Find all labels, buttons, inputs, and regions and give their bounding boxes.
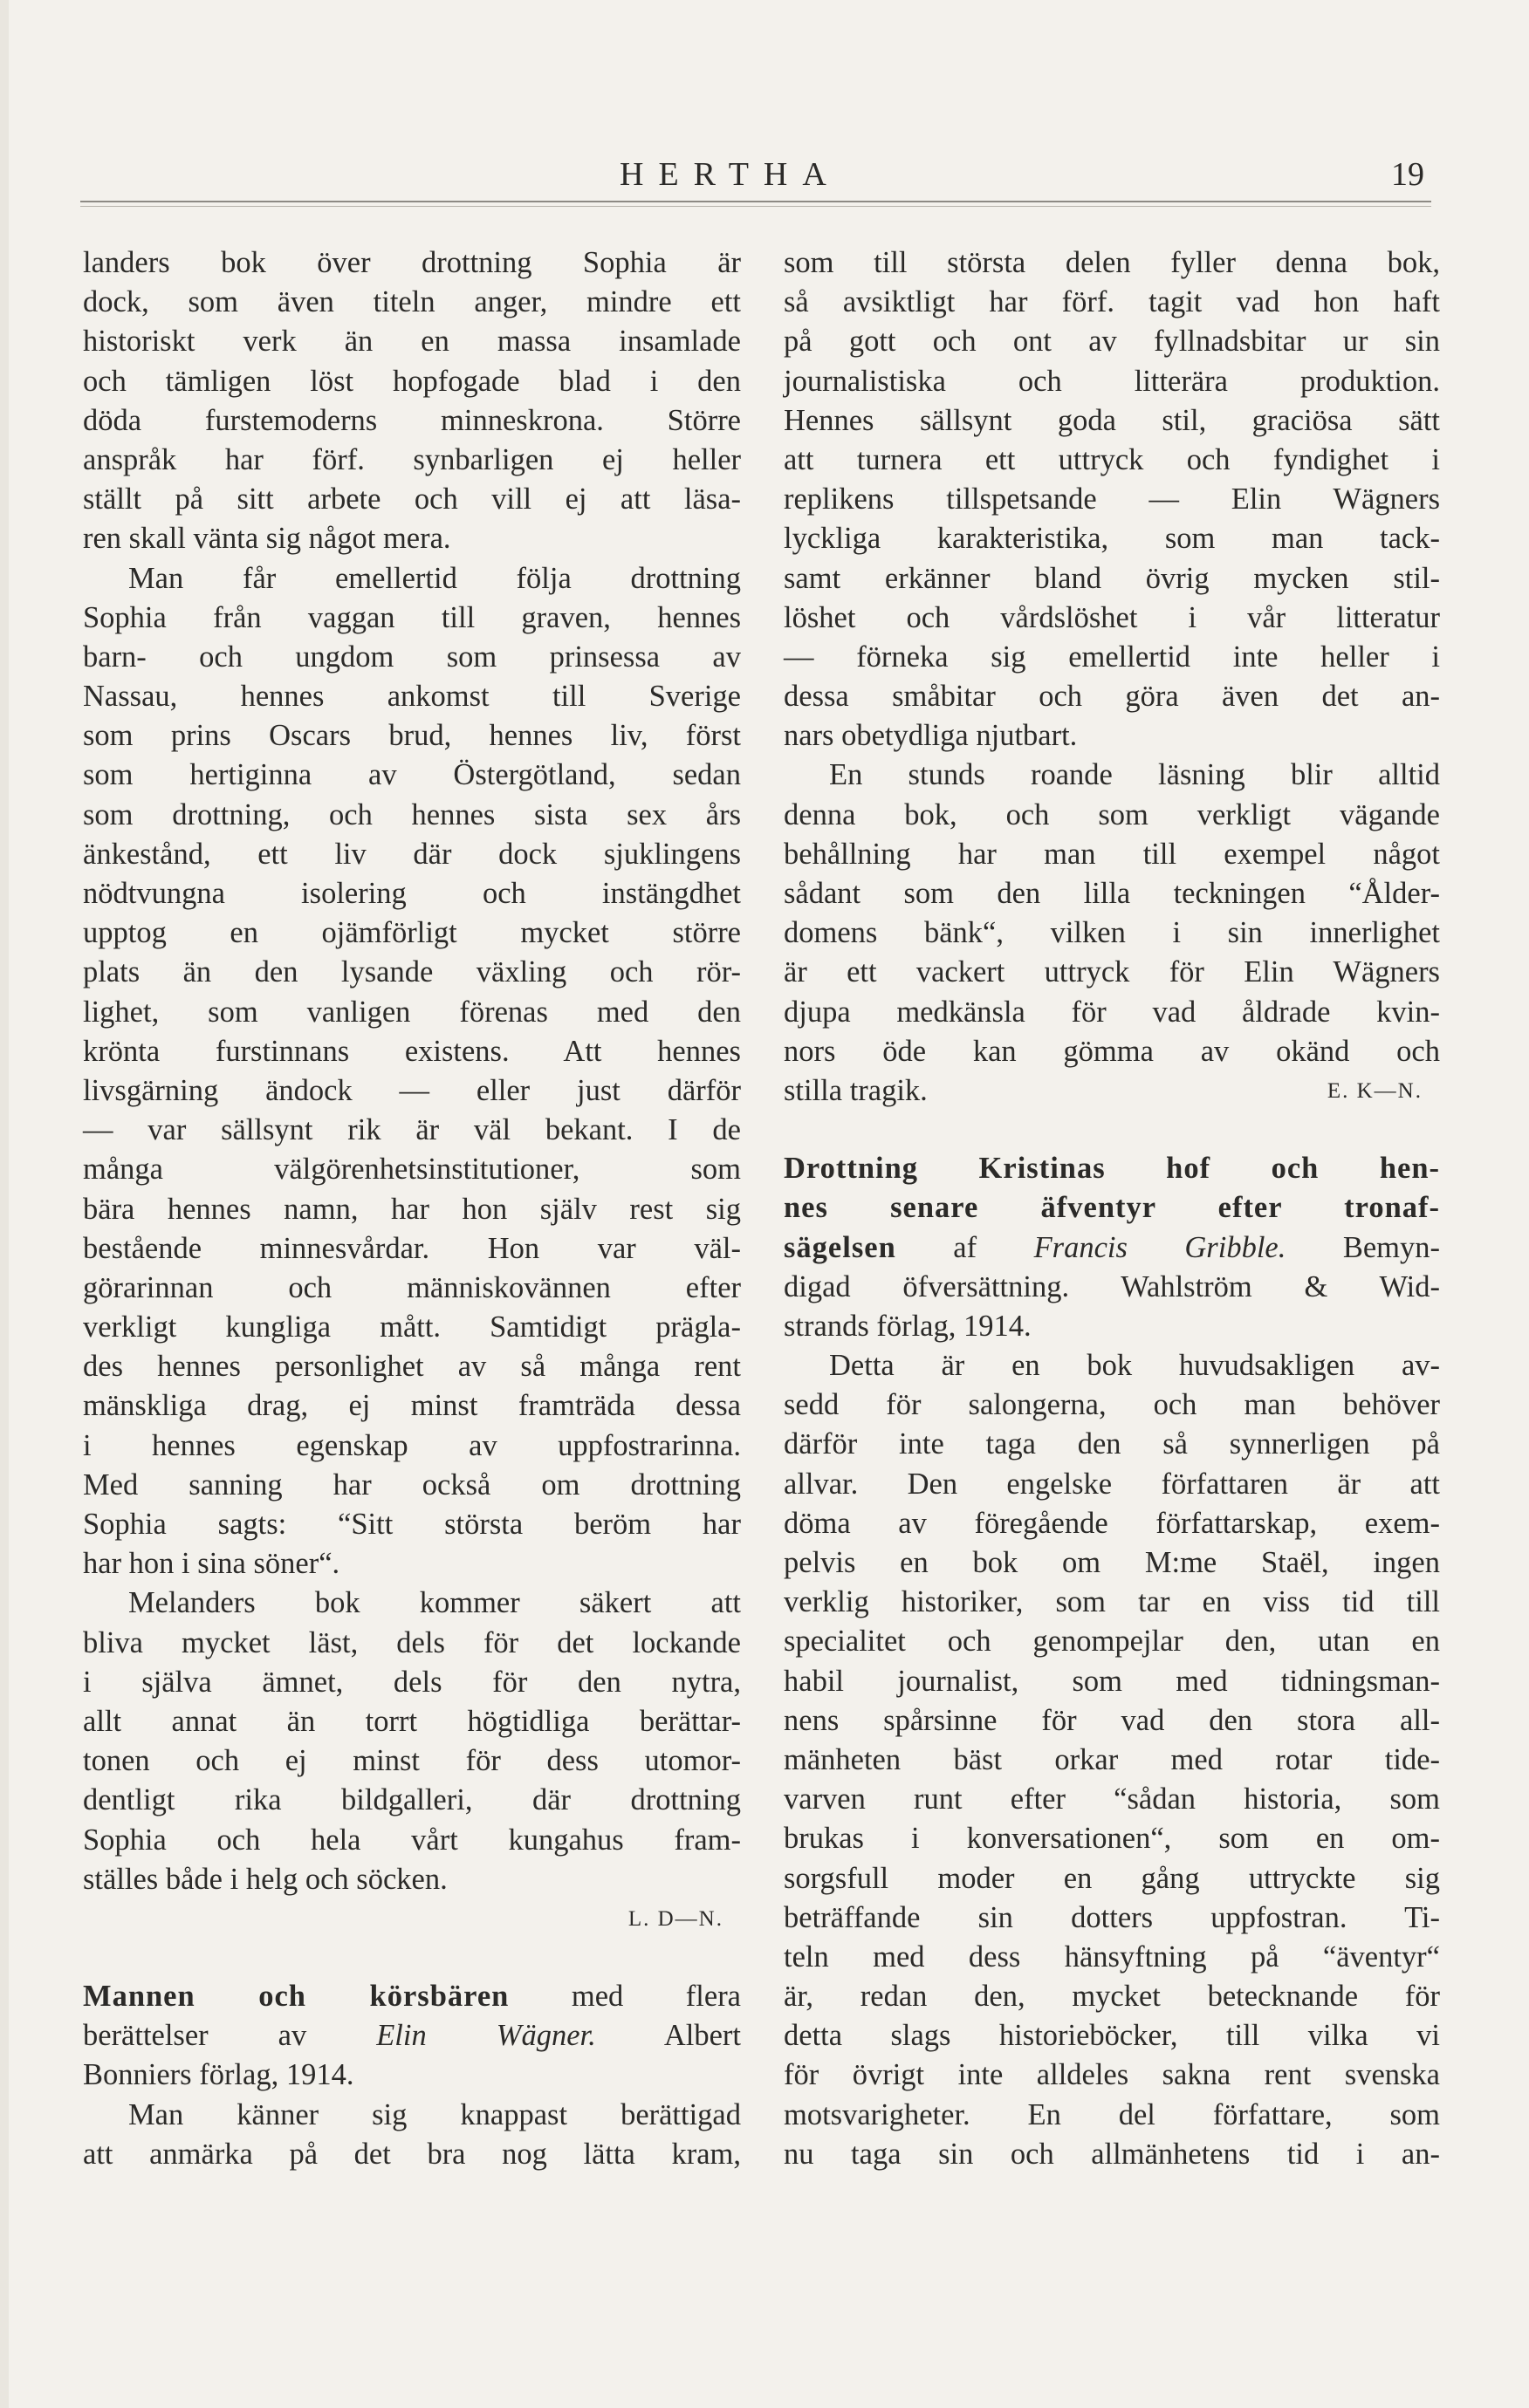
text-line: är, redan den, mycket betecknande för bbox=[784, 1980, 1440, 2014]
text-line: anspråk har förf. synbarligen ej heller bbox=[83, 442, 741, 476]
text-line: därför inte taga den så synnerligen på bbox=[784, 1427, 1440, 1461]
text-line: bära hennes namn, har hon själv rest sig bbox=[83, 1192, 741, 1226]
book-title: nes senare äfventyr efter tronaf- bbox=[784, 1191, 1440, 1225]
text-line: lighet, som vanligen förenas med den bbox=[83, 995, 741, 1029]
paragraph bbox=[784, 756, 1440, 1111]
book-title: Mannen och körsbären bbox=[83, 1980, 510, 2014]
book-title: sägelsen bbox=[784, 1230, 896, 1264]
review-title-line bbox=[83, 1977, 741, 2016]
text-line: är ett vackert uttryck för Elin Wägners bbox=[784, 955, 1440, 989]
text-line: denna bok, och som verkligt vägande bbox=[784, 797, 1440, 831]
text-line: döda furstemoderns minneskrona. Större bbox=[83, 403, 741, 437]
title-text: af bbox=[895, 1230, 1034, 1264]
review-title-line bbox=[784, 1149, 1440, 1188]
text-line: nens spårsinne för vad den stora all- bbox=[784, 1703, 1440, 1737]
running-header bbox=[79, 155, 1433, 199]
title-text: Albert bbox=[595, 2019, 741, 2053]
publisher-line: digad öfversättning. Wahlström & Wid- bbox=[784, 1269, 1440, 1303]
text-line: verkligt kungliga mått. Samtidigt prägla- bbox=[83, 1310, 741, 1344]
text-line: dock, som även titeln anger, mindre ett bbox=[83, 285, 741, 319]
text-line: många välgörenhetsinstitutioner, som bbox=[83, 1153, 741, 1187]
review-title-line bbox=[784, 1188, 1440, 1228]
text-line: Sophia från vaggan till graven, hennes bbox=[83, 600, 741, 634]
text-line: sådant som den lilla teckningen “Ålder- bbox=[784, 877, 1440, 910]
text-line: dessa småbitar och göra även det an- bbox=[784, 680, 1440, 714]
text-line: brukas i konversationen“, som en om- bbox=[784, 1822, 1440, 1856]
page-edge bbox=[0, 0, 9, 2408]
text-line: Sophia sagts: “Sitt största beröm har bbox=[83, 1508, 741, 1541]
text-line: löshet och vårdslöshet i vår litteratur bbox=[784, 600, 1440, 634]
right-column bbox=[784, 243, 1440, 2174]
page-number: 19 bbox=[1391, 156, 1424, 193]
review-title-line bbox=[784, 1228, 1440, 1268]
reviewer-signature: E. K—N. bbox=[1327, 1078, 1423, 1103]
review-heading bbox=[83, 1977, 741, 2096]
text-line: habil journalist, som med tidningsman- bbox=[784, 1664, 1440, 1698]
paragraph bbox=[83, 559, 741, 1584]
text-line: allvar. Den engelske författaren är att bbox=[784, 1467, 1440, 1501]
publisher-line: Bonniers förlag, 1914. bbox=[83, 2058, 354, 2092]
text-line: allt annat än torrt högtidliga berättar- bbox=[83, 1704, 741, 1738]
text-line: Nassau, hennes ankomst till Sverige bbox=[83, 680, 741, 714]
text-line: journalistiska och litterära produktion. bbox=[784, 364, 1440, 398]
text-line: upptog en ojämförligt mycket större bbox=[83, 916, 741, 950]
text-line: sorgsfull moder en gång uttryckte sig bbox=[784, 1861, 1440, 1895]
paragraph bbox=[83, 1584, 741, 1899]
text-line: landers bok över drottning Sophia är bbox=[83, 246, 741, 279]
section-gap bbox=[784, 1111, 1440, 1149]
text-line: Detta är en bok huvudsakligen av- bbox=[829, 1349, 1440, 1383]
text-line: samt erkänner bland övrig mycken stil- bbox=[784, 561, 1440, 595]
text-line: motsvarigheter. En del författare, som bbox=[784, 2097, 1440, 2131]
text-line: barn- och ungdom som prinsessa av bbox=[83, 640, 741, 674]
text-line: livsgärning ändock — eller just därför bbox=[83, 1073, 741, 1107]
book-author: Elin Wägner. bbox=[376, 2019, 596, 2053]
text-line: domens bänk“, vilken i sin innerlighet bbox=[784, 916, 1440, 950]
text-line: så avsiktligt har förf. tagit vad hon haft bbox=[784, 285, 1440, 319]
text-line: nu taga sin och allmänhetens tid i an- bbox=[784, 2137, 1440, 2171]
text-line: stilla tragik. bbox=[784, 1073, 928, 1107]
text-line: som drottning, och hennes sista sex års bbox=[83, 797, 741, 831]
text-line: lyckliga karakteristika, som man tack- bbox=[784, 522, 1440, 556]
text-line: replikens tillspetsande — Elin Wägners bbox=[784, 482, 1440, 516]
book-title: Drottning Kristinas hof och hen- bbox=[784, 1152, 1440, 1186]
text-line: i själva ämnet, dels för den nytra, bbox=[83, 1665, 741, 1699]
publisher-line: strands förlag, 1914. bbox=[784, 1309, 1032, 1343]
title-text: Bemyn- bbox=[1286, 1230, 1440, 1264]
reviewer-signature: L. D—N. bbox=[627, 1906, 723, 1931]
text-line: sedd för salongerna, och man behöver bbox=[784, 1388, 1440, 1422]
left-column bbox=[83, 243, 741, 2174]
text-line: Melanders bok kommer säkert att bbox=[128, 1586, 741, 1620]
text-line: historiskt verk än en massa insamlade bbox=[83, 325, 741, 359]
section-gap bbox=[83, 1939, 741, 1977]
journal-title: HERTHA bbox=[620, 156, 841, 193]
text-line: som prins Oscars brud, hennes liv, först bbox=[83, 719, 741, 753]
text-line: Sophia och hela vårt kungahus fram- bbox=[83, 1823, 741, 1857]
text-line: döma av föregående författarskap, exem- bbox=[784, 1506, 1440, 1540]
review-title-line bbox=[83, 2016, 741, 2056]
text-line: änkestånd, ett liv där dock sjuklingens bbox=[83, 837, 741, 871]
text-line: har hon i sina söner“. bbox=[83, 1547, 340, 1581]
text-line: nors öde kan gömma av okänd och bbox=[784, 1034, 1440, 1068]
text-line: och tämligen löst hopfogade blad i den bbox=[83, 364, 741, 398]
text-line: — var sällsynt rik är väl bekant. I de bbox=[83, 1113, 741, 1147]
text-line: att anmärka på det bra nog lätta kram, bbox=[83, 2137, 741, 2171]
text-line: beträffande sin dotters uppfostran. Ti- bbox=[784, 1900, 1440, 1934]
text-line: för övrigt inte alldeles sakna rent svenska bbox=[784, 2058, 1440, 2092]
text-line: ställes både i helg och söcken. bbox=[83, 1862, 448, 1896]
text-line: ställt på sitt arbete och vill ej att läsa- bbox=[83, 482, 741, 516]
text-line: behållning har man till exempel något bbox=[784, 837, 1440, 871]
title-text: berättelser av bbox=[83, 2019, 377, 2053]
text-line: teln med dess hänsyftning på “äventyr“ bbox=[784, 1939, 1440, 1974]
text-line: detta slags historieböcker, till vilka vi bbox=[784, 2019, 1440, 2053]
text-line: Man får emellertid följa drottning bbox=[128, 561, 741, 595]
text-line: som till största delen fyller denna bok, bbox=[784, 246, 1440, 279]
text-line: specialitet och genompejlar den, utan en bbox=[784, 1625, 1440, 1659]
text-line: verklig historiker, som tar en viss tid till bbox=[784, 1585, 1440, 1619]
text-line: på gott och ont av fyllnadsbitar ur sin bbox=[784, 325, 1440, 359]
text-line: En stunds roande läsning blir alltid bbox=[829, 758, 1440, 792]
text-line: djupa medkänsla för vad åldrade kvin- bbox=[784, 995, 1440, 1029]
paragraph bbox=[83, 243, 741, 559]
text-line: görarinnan och människovännen efter bbox=[83, 1270, 741, 1304]
text-line: Med sanning har också om drottning bbox=[83, 1467, 741, 1502]
text-line: — förneka sig emellertid inte heller i bbox=[784, 640, 1440, 674]
header-rule-thin bbox=[80, 206, 1431, 207]
text-line: bestående minnesvårdar. Hon var väl- bbox=[83, 1231, 741, 1265]
header-rule bbox=[80, 201, 1431, 202]
text-line: i hennes egenskap av uppfostrarinna. bbox=[83, 1428, 741, 1462]
paragraph bbox=[784, 1346, 1440, 2174]
review-heading bbox=[784, 1149, 1440, 1346]
text-line: tonen och ej minst för dess utomor- bbox=[83, 1744, 741, 1778]
text-line: plats än den lysande växling och rör- bbox=[83, 955, 741, 989]
text-line: mänskliga drag, ej minst framträda dessa bbox=[83, 1389, 741, 1423]
text-line: varven runt efter “sådan historia, som bbox=[784, 1782, 1440, 1816]
text-line: bliva mycket läst, dels för det lockande bbox=[83, 1625, 741, 1659]
text-line: Man känner sig knappast berättigad bbox=[128, 2097, 741, 2131]
text-line: att turnera ett uttryck och fyndighet i bbox=[784, 442, 1440, 476]
text-line: nars obetydliga njutbart. bbox=[784, 719, 1078, 753]
paragraph bbox=[784, 243, 1440, 756]
text-line: dentligt rika bildgalleri, där drottning bbox=[83, 1783, 741, 1817]
paragraph bbox=[83, 2096, 741, 2174]
text-line-with-signature bbox=[784, 1071, 1440, 1111]
text-line: des hennes personlighet av så många rent bbox=[83, 1350, 741, 1384]
text-line: pelvis en bok om M:me Staël, ingen bbox=[784, 1546, 1440, 1579]
text-line: krönta furstinnans existens. Att hennes bbox=[83, 1034, 741, 1068]
text-line: som hertiginna av Östergötland, sedan bbox=[83, 758, 741, 792]
text-line: mänheten bäst orkar med rotar tide- bbox=[784, 1742, 1440, 1776]
text-line: Hennes sällsynt goda stil, graciösa sätt bbox=[784, 403, 1440, 437]
book-author: Francis Gribble. bbox=[1033, 1230, 1286, 1264]
text-line: ren skall vänta sig något mera. bbox=[83, 522, 451, 556]
text-line: nödtvungna isolering och instängdhet bbox=[83, 877, 741, 910]
title-rest: med flera bbox=[509, 1980, 741, 2014]
